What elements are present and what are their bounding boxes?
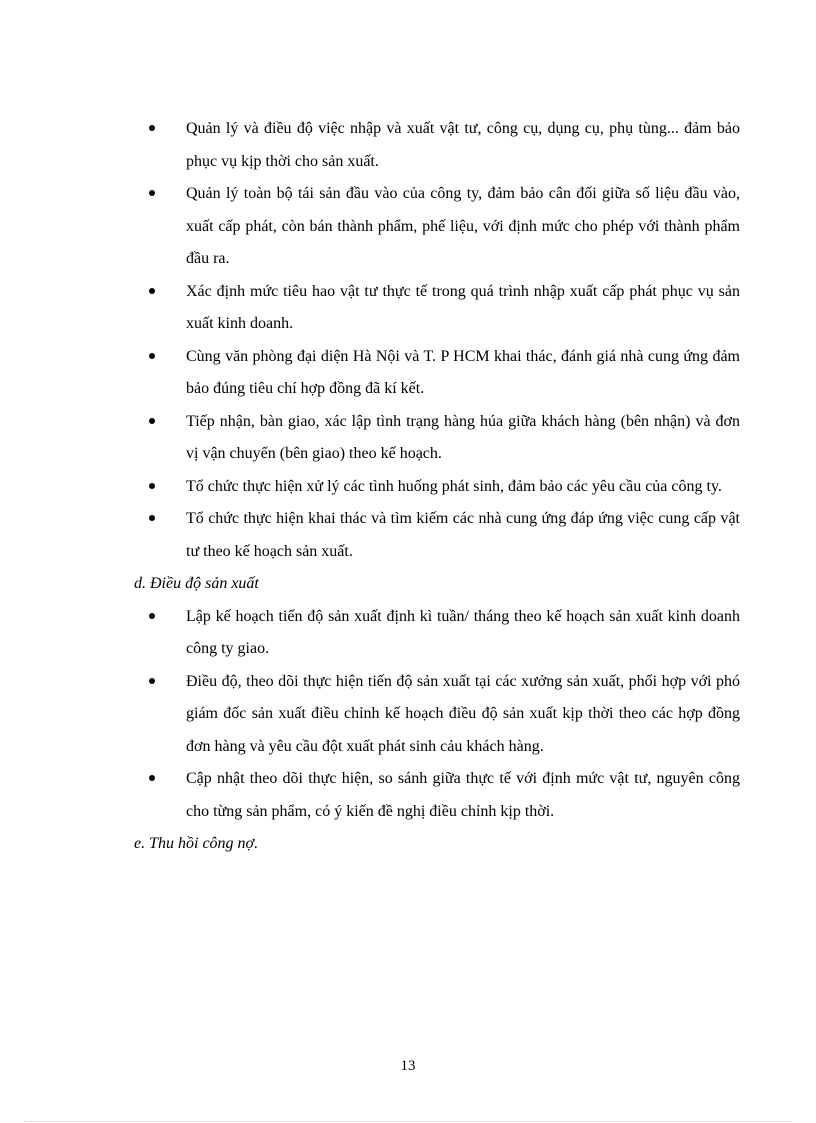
list-item	[134, 503, 740, 568]
list-item-text: Điều độ, theo dõi thực hiện tiến độ sản xuất tại các xưởng sản xuất, phối hợp với phó giám đốc sản xuất điều chỉnh kế hoạch điều độ sản xuất kịp thời theo các hợp đồng đơn hàng và yêu cầu đột xuất phát sinh cảu khách hàng.	[186, 672, 740, 755]
list-item-text: Xác định mức tiêu hao vật tư thực tế trong quá trình nhập xuất cấp phát phục vụ sản xuất kinh doanh.	[186, 282, 740, 332]
list-item-text: Cập nhật theo dõi thực hiện, so sánh giữa thực tế với định mức vật tư, nguyên công cho từng sản phẩm, có ý kiến đề nghị điều chỉnh kịp thời.	[186, 770, 740, 820]
footer-divider	[24, 1121, 792, 1122]
list-item	[134, 341, 740, 406]
bullet-icon	[149, 353, 155, 359]
bullet-list-d	[134, 601, 740, 829]
bullet-icon	[149, 515, 155, 521]
list-item-text: Quản lý toàn bộ tái sản đầu vào của công ty, đảm bảo cân đối giữa số liệu đầu vào, xuất cấp phát, còn bán thành phẩm, phế liệu, với định mức cho phép với thành phẩm đầu ra.	[186, 185, 740, 267]
bullet-icon	[149, 418, 155, 424]
bullet-icon	[149, 678, 155, 684]
list-item	[134, 763, 740, 828]
list-item	[134, 406, 740, 471]
list-item	[134, 601, 740, 666]
list-item-text: Quản lý và điều độ việc nhập và xuất vật tư, công cụ, dụng cụ, phụ tùng... đảm bảo phục vụ kịp thời cho sản xuất.	[186, 120, 740, 170]
bullet-icon	[149, 483, 155, 489]
list-item	[134, 276, 740, 341]
section-heading-e: e. Thu hồi công nợ.	[134, 835, 259, 852]
list-item	[134, 178, 740, 276]
list-item-text: Lập kế hoạch tiến độ sản xuất định kì tuần/ tháng theo kế hoạch sản xuất kinh doanh công ty giao.	[186, 607, 740, 657]
bullet-icon	[149, 288, 155, 294]
list-item-text: Cùng văn phòng đại diện Hà Nội và T. P HCM khai thác, đánh giá nhà cung ứng đảm bảo đúng tiêu chí hợp đồng đã kí kết.	[186, 347, 740, 397]
bullet-list-c	[134, 113, 740, 568]
section-heading-d: d. Điều độ sản xuất	[134, 575, 259, 592]
page-content	[134, 113, 740, 861]
list-item-text: Tổ chức thực hiện khai thác và tìm kiếm các nhà cung ứng đáp ứng việc cung cấp vật tư theo kế hoạch sản xuất.	[186, 510, 740, 560]
bullet-icon	[149, 775, 155, 781]
list-item	[134, 471, 740, 504]
list-item	[134, 113, 740, 178]
bullet-icon	[149, 190, 155, 196]
page-number: 13	[400, 1058, 416, 1074]
list-item-text: Tiếp nhận, bàn giao, xác lập tình trạng hàng húa giữa khách hàng (bên nhận) và đơn vị vận chuyển (bên giao) theo kế hoạch.	[186, 412, 740, 462]
list-item-text: Tổ chức thực hiện xử lý các tình huống phát sinh, đảm bảo các yêu cầu của công ty.	[186, 477, 722, 495]
bullet-icon	[149, 125, 155, 131]
list-item	[134, 666, 740, 764]
bullet-icon	[149, 613, 155, 619]
